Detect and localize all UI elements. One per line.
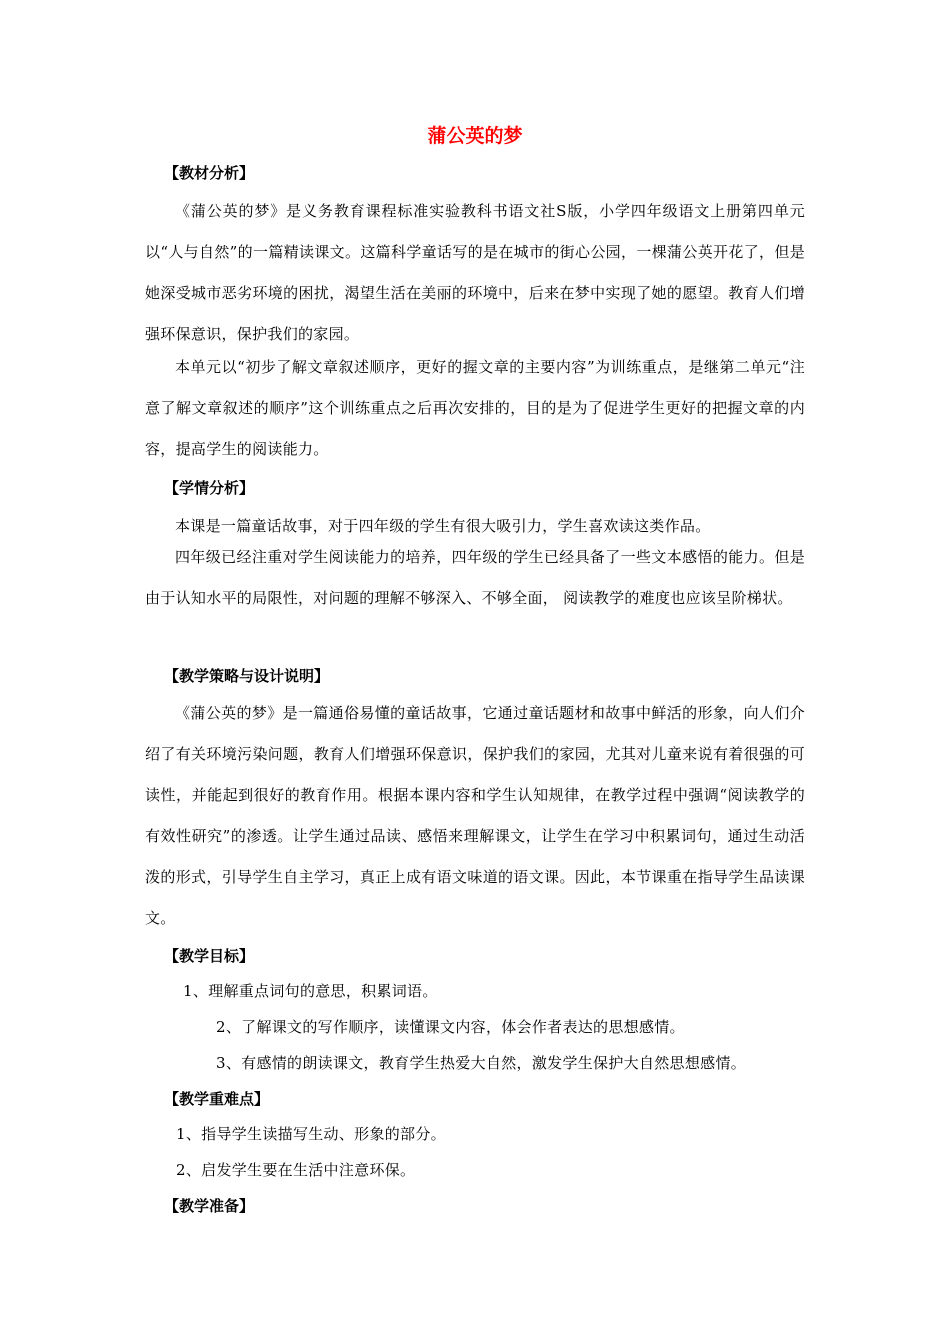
- paragraph-teaching-strategy: 《蒲公英的梦》是一篇通俗易懂的童话故事，它通过童话题材和故事中鲜活的形象，向人们介绍了有关环境污染问题，教育人们增强环保意识，保护我们的家园，尤其对儿童来说有着很强的可读性，并能起到很好的教育作用。根据本课内容和学生认知规律，在教学过程中强调“阅读教学的有效性研究”的渗透。让学生通过品读、感悟来理解课文，让学生在学习中积累词句，通过生动活泼的形式，引导学生自主学习，真正上成有语文味道的语文课。因此，本节课重在指导学生品读课文。: [145, 704, 805, 927]
- section-heading-teaching-strategy: 【教学策略与设计说明】: [164, 667, 330, 685]
- section-heading-key-points: 【教学重难点】: [164, 1090, 270, 1108]
- section-heading-teaching-goals: 【教学目标】: [164, 947, 255, 965]
- key-point-item-1: 1、指导学生读描写生动、形象的部分。: [176, 1125, 446, 1143]
- section-heading-preparation: 【教学准备】: [164, 1197, 255, 1215]
- goal-item-3: 3、有感情的朗读课文，教育学生热爱大自然，激发学生保护大自然思想感情。: [216, 1054, 747, 1072]
- goal-item-1: 1、理解重点词句的意思，积累词语。: [183, 982, 438, 1000]
- paragraph-student-analysis-2: 四年级已经注重对学生阅读能力的培养，四年级的学生已经具备了一些文本感悟的能力。但是由于认知水平的局限性，对问题的理解不够深入、不够全面， 阅读教学的难度也应该呈阶梯状。: [145, 548, 805, 607]
- paragraph-textbook-analysis-1: 《蒲公英的梦》是义务教育课程标准实验教科书语文社S版，小学四年级语文上册第四单元以“人与自然”的一篇精读课文。这篇科学童话写的是在城市的街心公园，一棵蒲公英开花了，但是她深受城市恶劣环境的困扰，渴望生活在美丽的环境中，后来在梦中实现了她的愿望。教育人们增强环保意识，保护我们的家园。: [145, 202, 805, 343]
- paragraph-student-analysis-1: 本课是一篇童话故事，对于四年级的学生有很大吸引力，学生喜欢读这类作品。: [175, 517, 711, 535]
- key-point-item-2: 2、启发学生要在生活中注意环保。: [176, 1161, 416, 1179]
- paragraph-textbook-analysis-2: 本单元以“初步了解文章叙述顺序，更好的握文章的主要内容”为训练重点，是继第二单元“注意了解文章叙述的顺序”这个训练重点之后再次安排的，目的是为了促进学生更好的把握文章的内容，提高学生的阅读能力。: [145, 358, 805, 458]
- document-title: 蒲公英的梦: [427, 125, 523, 147]
- goal-item-2: 2、了解课文的写作顺序，读懂课文内容，体会作者表达的思想感情。: [216, 1018, 685, 1036]
- section-heading-textbook-analysis: 【教材分析】: [164, 164, 255, 182]
- section-heading-student-analysis: 【学情分析】: [164, 479, 255, 497]
